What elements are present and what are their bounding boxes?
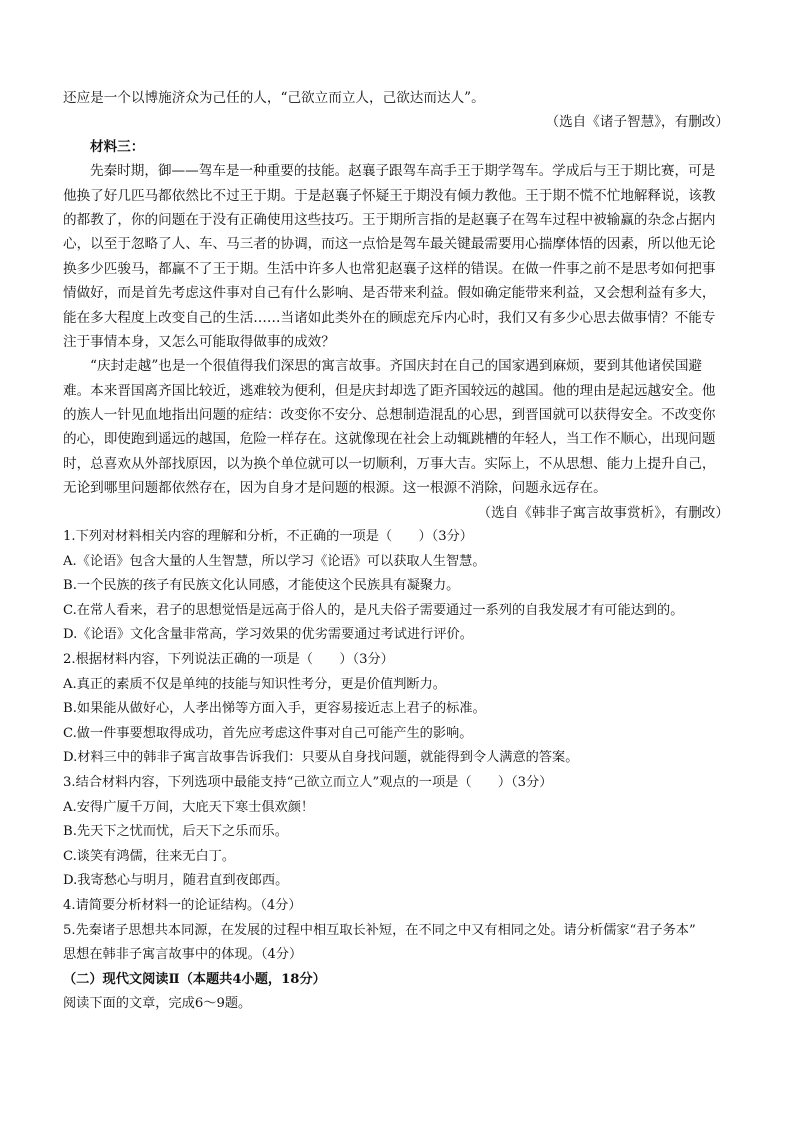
paragraph-line: 的族人一针见血地指出问题的症结：改变你不安分、总想制造混乱的心思，到晋国就可以获得安全。不改变你: [63, 407, 716, 424]
paragraph-line: 他换了好几匹马都依然比不过王于期。于是赵襄子怀疑王于期没有倾力教他。王于期不慌不忙地解释说，该教: [63, 187, 716, 204]
paragraph-line: 换多少匹骏马，都赢不了王于期。生活中许多人也常犯赵襄子这样的错误。在做一件事之前不是思考如何把事: [63, 260, 716, 277]
question-stem: 3.结合材料内容，下列选项中最能支持“己欲立而立人”观点的一项是（ ）（3分）: [63, 774, 553, 790]
question-stem-continued: 思想在韩非子寓言故事中的体现。（4分）: [63, 947, 303, 963]
option-b: B.先天下之忧而忧，后天下之乐而乐。: [63, 824, 288, 840]
question-5: [63, 919, 739, 968]
text-line: 还应是一个以博施济众为己任的人，“己欲立而立人，己欲达而达人”。: [63, 90, 485, 106]
section-heading: （二）现代文阅读Ⅱ（本题共4小题，18分）: [63, 971, 326, 987]
question-3: [63, 771, 739, 894]
question-1: [63, 525, 739, 648]
paragraph-line: 情做好，而是首先考虑这件事对自己有什么影响、是否带来利益。假如确定能带来利益，又会想利益有多大，: [63, 285, 716, 302]
option-a: A.真正的素质不仅是单纯的技能与知识性考分，更是价值判断力。: [63, 676, 446, 692]
option-d: D.《论语》文化含量非常高，学习效果的优劣需要通过考试进行评价。: [63, 627, 473, 643]
paragraph-line: 注于事情本身，又怎么可能取得做事的成效？: [63, 333, 335, 350]
option-c: C.谈笑有鸿儒，往来无白丁。: [63, 848, 236, 864]
material3-paragraph-2: [63, 354, 739, 500]
option-a: A.《论语》包含大量的人生智慧，所以学习《论语》可以获取人生智慧。: [63, 553, 486, 569]
question-stem: 1.下列对材料相关内容的理解和分析，不正确的一项是（ ）（3分）: [63, 529, 473, 545]
question-2: [63, 648, 739, 771]
option-d: D.材料三中的韩非子寓言故事告诉我们：只要从自身找问题，就能得到令人满意的答案。: [63, 750, 579, 766]
paragraph-line: 的心，即使跑到遥远的越国，危险一样存在。这就像现在社会上动辄跳槽的年轻人，当工作不顺心，出现问题: [63, 431, 716, 448]
option-c: C.做一件事要想取得成功，首先应考虑这件事对自己可能产生的影响。: [63, 725, 473, 741]
paragraph-line: 心，以至于忽略了人、车、马三者的协调，而这一点恰是驾车最关键最需要用心揣摩体悟的因素，所以他无论: [63, 236, 716, 253]
option-d: D.我寄愁心与明月，随君直到夜郎西。: [63, 873, 289, 889]
paragraph-line: 先秦时期，御——驾车是一种重要的技能。赵襄子跟驾车高手王于期学驾车。学成后与王于期比赛，可是: [90, 163, 716, 180]
question-stem: 5.先秦诸子思想共本同源，在发展的过程中相互取长补短，在不同之中又有相同之处。请分析儒家“君子务本”: [63, 922, 696, 938]
paragraph-line: 无论到哪里问题都依然存在，因为自身才是问题的根源。这一根源不消除，问题永远存在。: [63, 480, 607, 497]
paragraph-line: 时，总喜欢从外部找原因，以为换个单位就可以一切顺利，万事大吉。实际上，不从思想、能力上提升自己，: [63, 455, 716, 472]
paragraph-line: “庆封走越”也是一个很值得我们深思的寓言故事。齐国庆封在自己的国家遇到麻烦，要到其他诸侯国避: [90, 358, 703, 375]
source-citation: （选自《诸子智慧》，有删改）: [545, 114, 729, 131]
paragraph-line: 能在多大程度上改变自己的生活……当诸如此类外在的顾虑充斥内心时，我们又有多少心思去做事情？不能专: [63, 309, 716, 326]
paragraph-line: 的都教了，你的问题在于没有正确使用这些技巧。王于期所言指的是赵襄子在驾车过程中被输赢的杂念占据内: [63, 211, 716, 228]
question-stem: 2.根据材料内容，下列说法正确的一项是（ ）（3分）: [63, 652, 394, 667]
option-a: A.安得广厦千万间，大庇天下寒士俱欢颜！: [63, 799, 315, 815]
paragraph-line: 难。本来晋国离齐国比较近，逃难较为便利，但是庆封却选了距齐国较远的越国。他的理由是起远越安全。他: [63, 382, 716, 399]
material3-paragraph-1: [63, 159, 739, 354]
source-citation: （选自《韩非子寓言故事赏析》，有删改）: [477, 504, 729, 521]
option-c: C.在常人看来，君子的思想觉悟是远高于俗人的，是凡夫俗子需要通过一系列的自我发展才有可能达到的。: [63, 602, 684, 618]
section-instruction: 阅读下面的文章，完成6～9题。: [63, 996, 252, 1012]
option-b: B.一个民族的孩子有民族文化认同感，才能使这个民族具有凝聚力。: [63, 578, 460, 594]
document-page: [63, 86, 739, 1017]
material-heading: 材料三：: [90, 138, 145, 155]
option-b: B.如果能从做好心，人孝出悌等方面入手，更容易接近志上君子的标准。: [63, 701, 486, 717]
question-4: 4.请简要分析材料一的论证结构。（4分）: [63, 897, 302, 913]
